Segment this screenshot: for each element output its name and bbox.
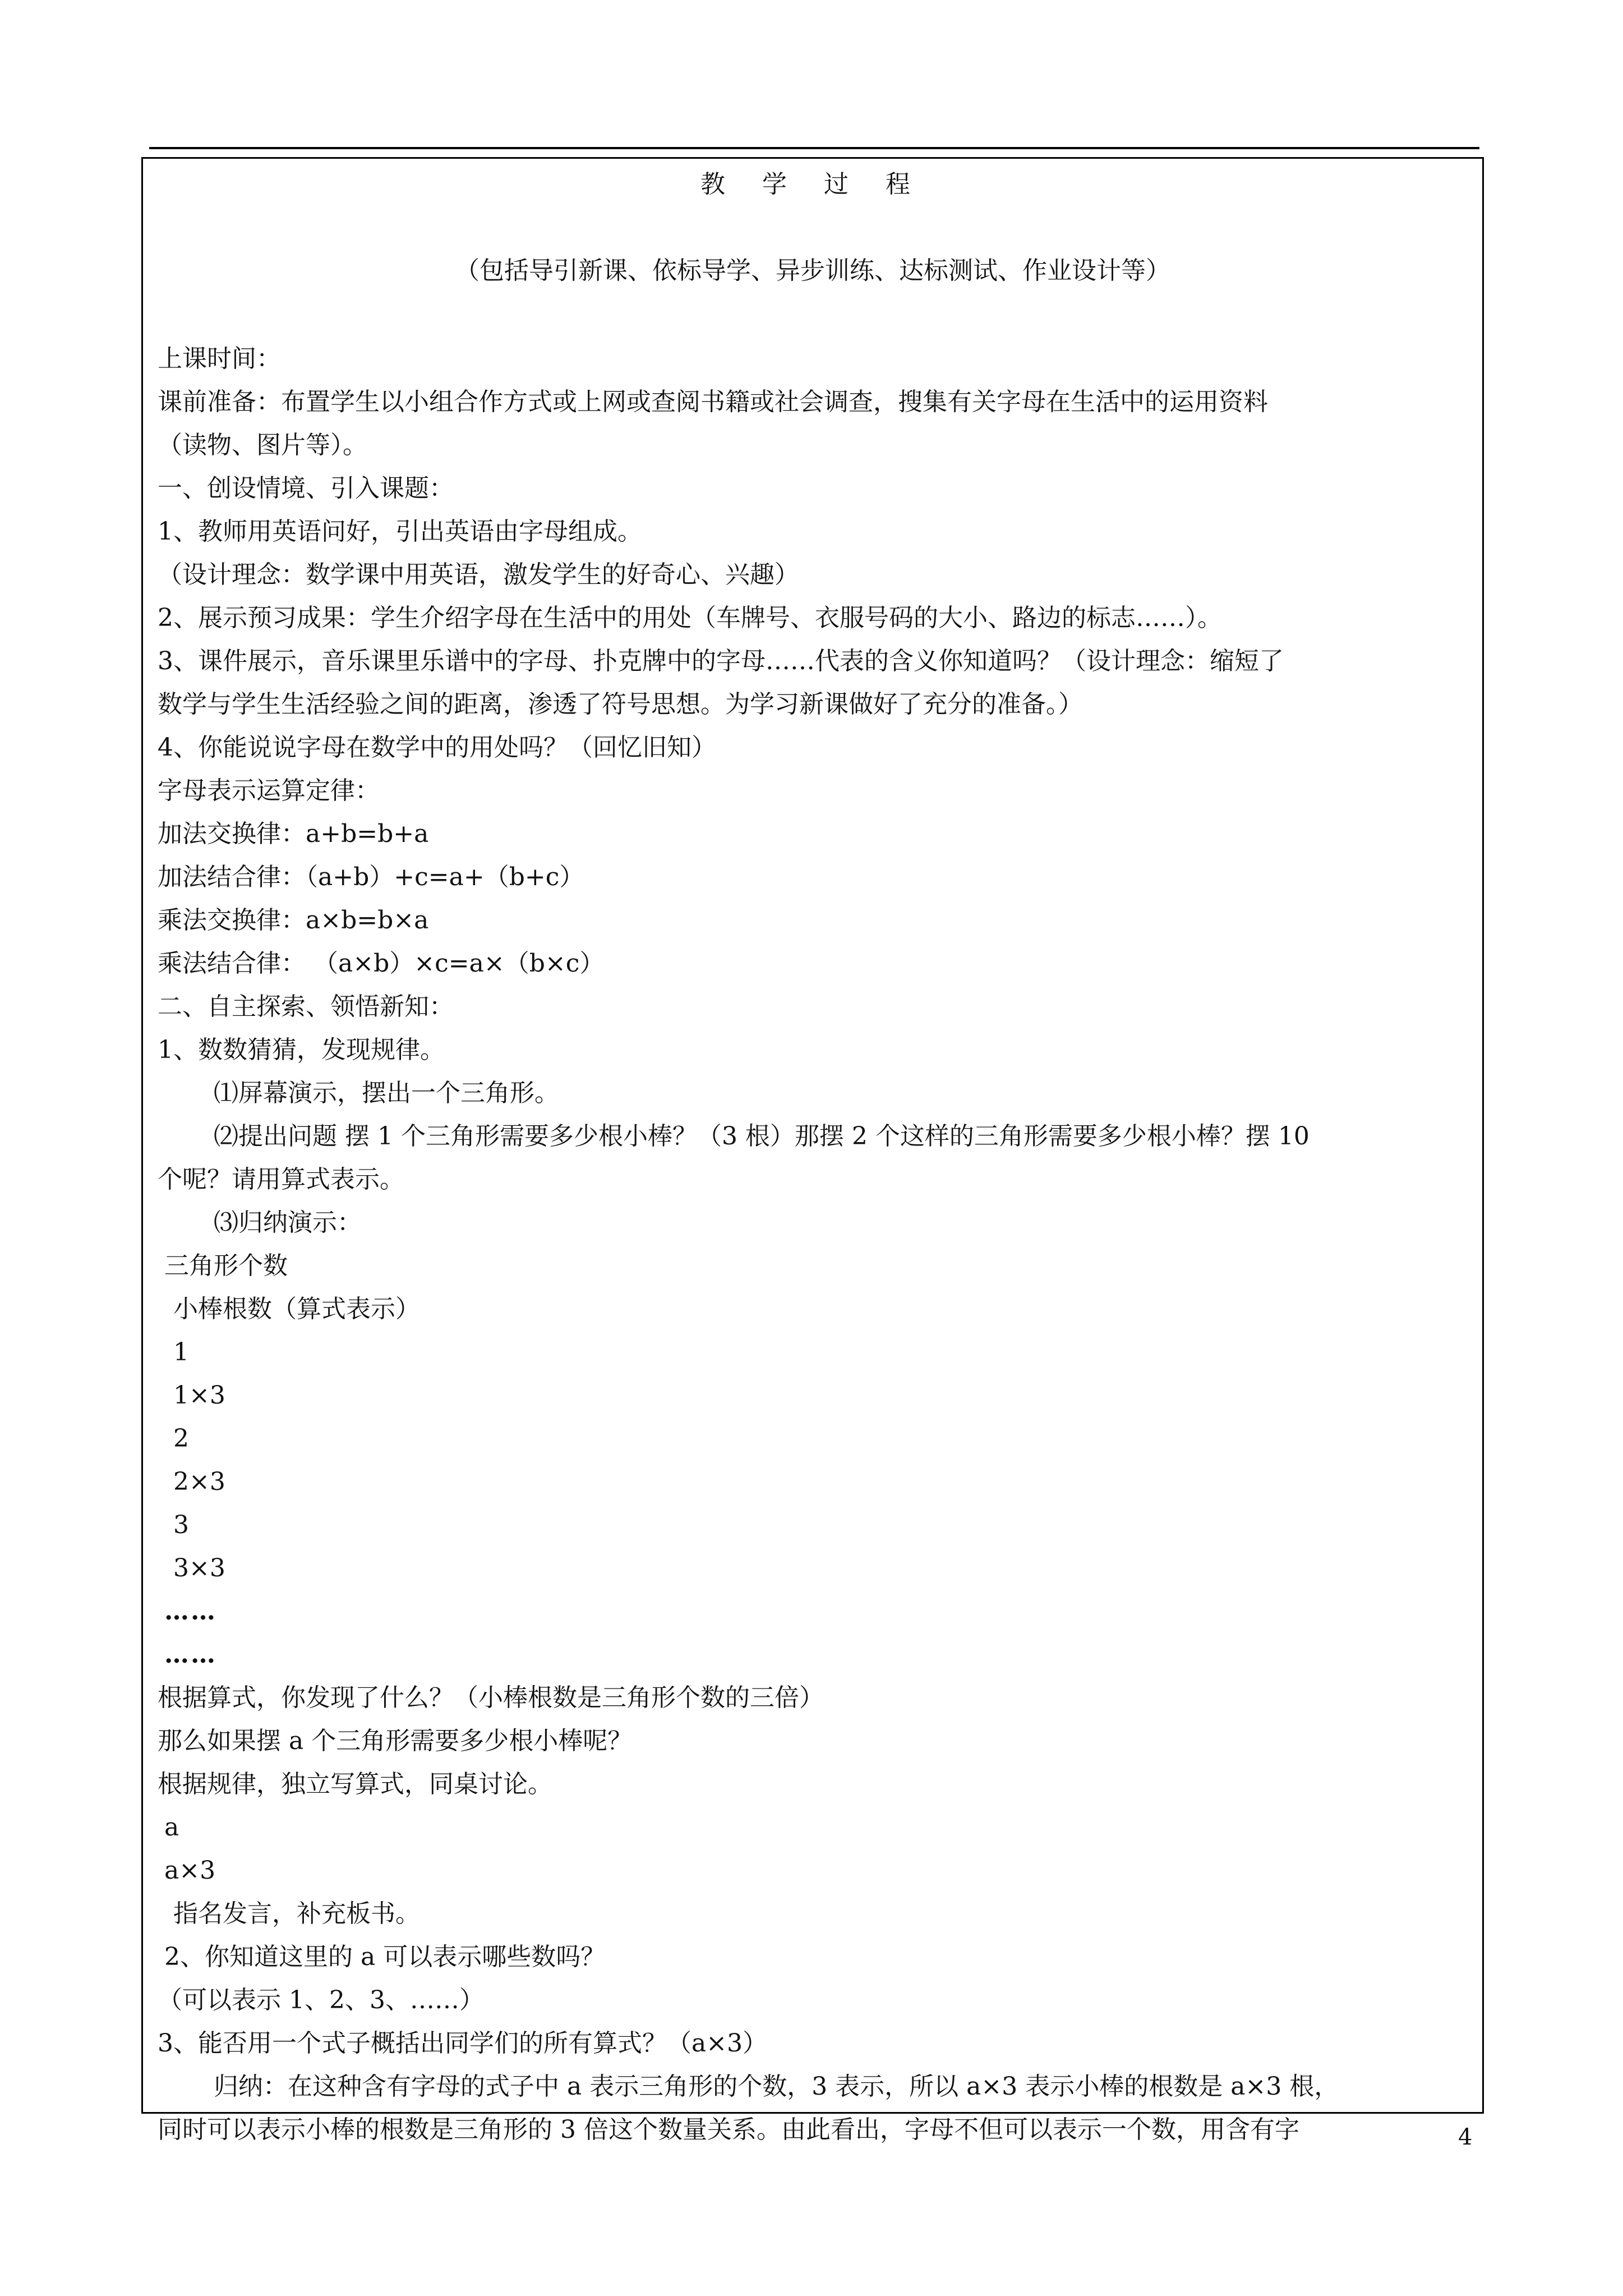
sub-step-1: ⑴屏幕演示，摆出一个三角形。	[214, 1079, 559, 1107]
list-item: 2×3	[173, 1467, 225, 1496]
section-subtitle: （包括导引新课、依标导学、异步训练、达标测试、作业设计等）	[455, 256, 1170, 285]
explore-step-3: 3、能否用一个式子概括出同学们的所有算式？（a×3）	[158, 2029, 768, 2058]
summary-line: 归纳：在这种含有字母的式子中 a 表示三角形的个数，3 表示，所以 a×3 表示小棒的根数是 a×3 根，	[214, 2072, 1339, 2101]
law-mul-associative: 乘法结合律： （a×b）×c=a×（b×c）	[158, 949, 605, 978]
design-note: （设计理念：数学课中用英语，激发学生的好奇心、兴趣）	[158, 560, 799, 589]
list-item: 1	[173, 1338, 189, 1366]
summary-line-cont: 同时可以表示小棒的根数是三角形的 3 倍这个数量关系。由此看出，字母不但可以表示一个数，用含有字	[158, 2115, 1299, 2144]
preparation-line: 课前准备：布置学生以小组合作方式或上网或查阅书籍或社会调查，搜集有关字母在生活中的运用资料	[158, 388, 1268, 416]
top-rule	[149, 147, 1479, 149]
column-label-triangles: 三角形个数	[164, 1251, 288, 1280]
sub-step-3: ⑶归纳演示：	[214, 1208, 362, 1237]
explore-step-2: 2、你知道这里的 a 可以表示哪些数吗？	[164, 1943, 606, 1971]
list-item: 1×3	[173, 1381, 225, 1410]
section-heading-2: 二、自主探索、领悟新知：	[158, 992, 454, 1021]
sub-step-2-cont: 个呢？请用算式表示。	[158, 1165, 404, 1194]
lesson-table	[141, 157, 1484, 2144]
instruction-line: 指名发言，补充板书。	[173, 1899, 420, 1928]
instruction-line: 根据规律，独立写算式，同桌讨论。	[158, 1770, 552, 1798]
law-mul-commutative: 乘法交换律：a×b=b×a	[158, 906, 429, 935]
answer-line: （可以表示 1、2、3、……）	[158, 1986, 484, 2014]
ellipsis: ……	[164, 1597, 217, 1626]
ellipsis: ……	[164, 1640, 217, 1669]
step-2: 2、展示预习成果：学生介绍字母在生活中的用处（车牌号、衣服号码的大小、路边的标志……）。	[158, 604, 1222, 632]
list-item: 3×3	[173, 1554, 225, 1582]
preparation-line-cont: （读物、图片等）。	[158, 431, 367, 459]
list-item: 2	[173, 1424, 189, 1453]
class-time-line: 上课时间：	[158, 344, 281, 373]
page-number: 4	[1458, 2124, 1473, 2150]
formula-a: a	[164, 1813, 179, 1842]
formula-a-times-3: a×3	[164, 1856, 216, 1885]
section-heading-1: 一、创设情境、引入课题：	[158, 474, 454, 503]
sub-step-2: ⑵提出问题 摆 1 个三角形需要多少根小棒？（3 根）那摆 2 个这样的三角形需要多少根小棒？摆 10	[214, 1122, 1310, 1151]
list-item: 3	[173, 1511, 189, 1539]
lesson-body	[158, 337, 1471, 2151]
step-1: 1、教师用英语问好，引出英语由字母组成。	[158, 517, 642, 546]
question-line: 根据算式，你发现了什么？（小棒根数是三角形个数的三倍）	[158, 1683, 824, 1712]
step-3: 3、课件展示，音乐课里乐谱中的字母、扑克牌中的字母……代表的含义你知道吗？（设计理念：缩短了	[158, 647, 1284, 675]
question-line: 那么如果摆 a 个三角形需要多少根小棒呢？	[158, 1727, 633, 1755]
explore-step-1: 1、数数猜猜，发现规律。	[158, 1036, 445, 1064]
column-label-sticks: 小棒根数（算式表示）	[173, 1295, 420, 1323]
section-title: 教 学 过 程	[700, 170, 925, 199]
law-add-associative: 加法结合律：（a+b）+c=a+（b+c）	[158, 863, 584, 891]
law-add-commutative: 加法交换律：a+b=b+a	[158, 820, 429, 848]
step-4: 4、你能说说字母在数学中的用处吗？（回忆旧知）	[158, 733, 716, 762]
step-3-cont: 数学与学生生活经验之间的距离，渗透了符号思想。为学习新课做好了充分的准备。）	[158, 690, 1083, 719]
laws-heading: 字母表示运算定律：	[158, 776, 380, 805]
